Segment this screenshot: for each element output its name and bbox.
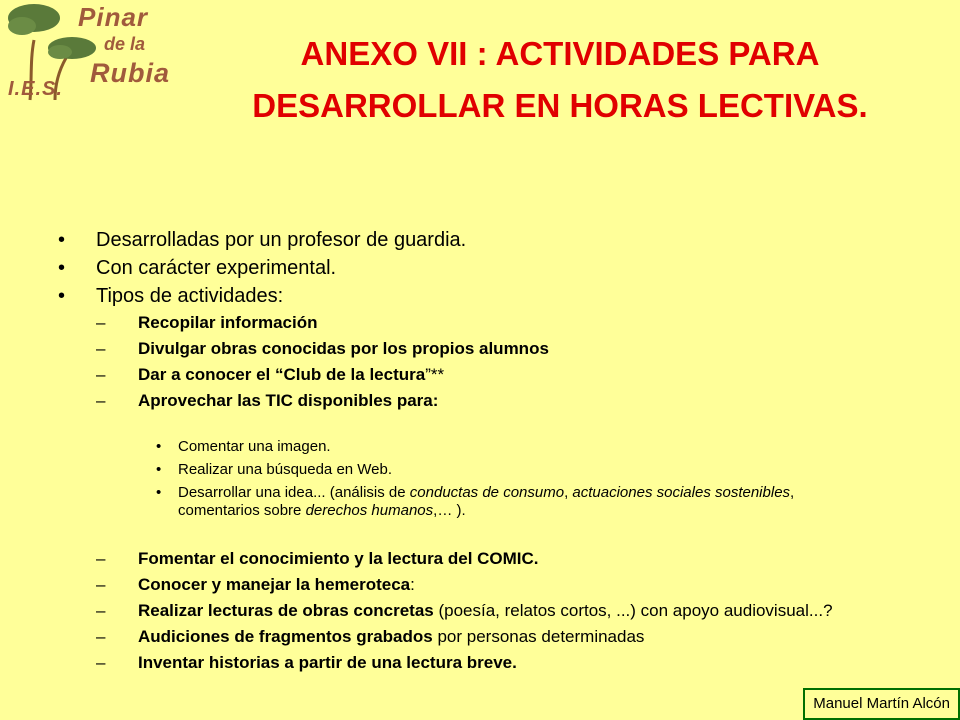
sub-item-text: Aprovechar las TIC disponibles para: [138, 391, 439, 410]
sub-item [58, 336, 858, 362]
sub-item [58, 572, 858, 598]
bullet-text: Tipos de actividades: [96, 285, 284, 307]
bullet-icon: • [58, 257, 66, 279]
slide-content [58, 226, 858, 676]
bullet-icon: • [58, 229, 66, 251]
tic-item-text: , comentarios sobre [178, 484, 795, 519]
tic-item-text: ,… ). [433, 502, 466, 519]
tic-item-text: Realizar una búsqueda en Web. [178, 461, 393, 478]
dash-icon: – [96, 313, 106, 332]
tic-item-text: Comentar una imagen. [178, 438, 331, 455]
sub-item [58, 546, 858, 572]
dash-icon: – [96, 339, 106, 358]
dash-icon: – [96, 391, 106, 410]
sub-item-text: Divulgar obras conocidas por los propios alumnos [138, 339, 549, 358]
dash-icon: – [96, 627, 106, 646]
logo-text-pinar: Pinar [78, 2, 149, 32]
logo-text-de-la: de la [104, 34, 146, 54]
bullet-icon: • [156, 461, 162, 478]
tic-item-text: Desarrollar una idea... (análisis de [178, 484, 410, 501]
tic-item [58, 484, 858, 520]
tic-item-text-italic: derechos humanos [305, 502, 434, 519]
tic-item [58, 438, 858, 456]
dash-icon: – [96, 549, 106, 568]
sub-item-text-suffix: : [410, 575, 415, 594]
bullet-icon: • [156, 438, 162, 455]
sub-item [58, 624, 858, 650]
bullet-item [58, 254, 858, 282]
dash-icon: – [96, 365, 106, 384]
sub-item-text-suffix: por personas determinadas [432, 627, 645, 646]
tic-item-text-italic: conductas de consumo [409, 484, 565, 501]
logo-text-rubia: Rubia [90, 58, 171, 88]
dash-icon: – [96, 575, 106, 594]
sub-item-text: Dar a conocer el “Club de la lectura [138, 365, 426, 384]
sub-item [58, 598, 858, 624]
author-label: Manuel Martín Alcón [803, 688, 960, 720]
bullet-text: Con carácter experimental. [96, 257, 337, 279]
sub-item [58, 650, 858, 676]
dash-icon: – [96, 653, 106, 672]
bullet-item [58, 226, 858, 254]
tic-item-text-italic: actuaciones sociales sostenibles [572, 484, 791, 501]
tic-item [58, 461, 858, 479]
bullet-text: Desarrolladas por un profesor de guardia. [96, 229, 467, 251]
sub-item-text: Recopilar información [138, 313, 318, 332]
bullet-icon: • [156, 484, 162, 501]
school-logo [0, 0, 175, 110]
logo-text-ies: I.E.S. [8, 78, 63, 100]
sub-item-text: Realizar lecturas de obras concretas [138, 601, 434, 620]
sub-item-text: Inventar historias a partir de una lectura breve. [138, 653, 517, 672]
sub-item [58, 388, 858, 414]
sub-item-text-suffix: (poesía, relatos cortos, ...) con apoyo audiovisual...? [433, 601, 833, 620]
sub-item-text-suffix: ”** [425, 365, 445, 384]
tic-item-text: , [564, 484, 573, 501]
sub-item-text: Conocer y manejar la hemeroteca [138, 575, 411, 594]
slide-title: ANEXO VII : ACTIVIDADES PARA DESARROLLAR EN HORAS LECTIVAS. [252, 35, 868, 124]
dash-icon: – [96, 601, 106, 620]
sub-item-text: Fomentar el conocimiento y la lectura del COMIC. [138, 549, 539, 568]
bullet-item [58, 282, 858, 310]
sub-item [58, 362, 858, 388]
bullet-icon: • [58, 285, 66, 307]
sub-item [58, 310, 858, 336]
sub-item-text: Audiciones de fragmentos grabados [138, 627, 433, 646]
